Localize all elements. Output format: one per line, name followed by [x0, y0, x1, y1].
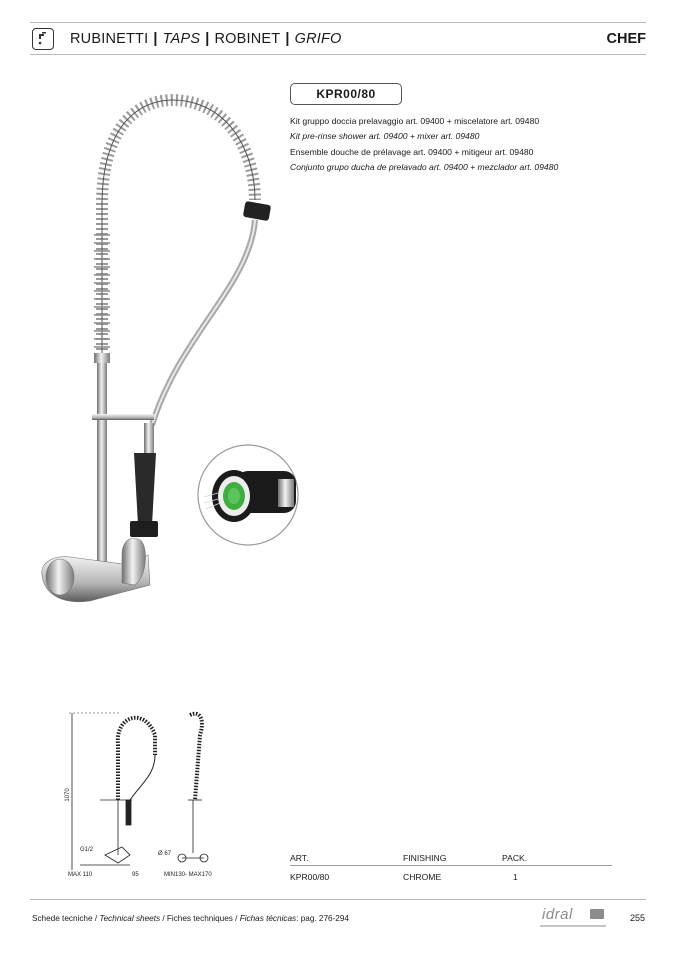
page-number: 255 — [629, 913, 645, 923]
cell-finishing: CHROME — [403, 872, 442, 882]
cell-pack: 1 — [513, 872, 518, 882]
header-finishing: FINISHING — [403, 853, 447, 863]
table-row — [290, 870, 612, 884]
technical-drawing — [60, 705, 230, 885]
product-code-badge: KPR00/80 — [290, 83, 402, 105]
offset-dimension-label: 95 — [132, 872, 139, 878]
description-spanish: Conjunto grupo ducha de prelavado art. 09400 + mezclador art. 09480 — [290, 161, 559, 172]
diameter-dimension-label: Ø 67 — [158, 851, 172, 857]
title-spanish: GRIFO — [294, 31, 342, 47]
table-header-row — [290, 851, 612, 866]
brand-logo: idral — [542, 906, 573, 923]
header-top-rule — [30, 22, 646, 23]
cell-art: KPR00/80 — [290, 872, 330, 882]
title-separator: | — [205, 31, 210, 47]
thread-dimension-label: G1/2 — [80, 847, 94, 853]
header-bottom-rule — [30, 54, 646, 55]
title-separator: | — [285, 31, 290, 47]
title-english: TAPS — [162, 31, 201, 47]
description-english: Kit pre-rinse shower art. 09400 + mixer art. 09480 — [290, 131, 480, 142]
max-dimension-label: MAX 110 — [68, 872, 93, 878]
faucet-icon — [32, 28, 54, 50]
page-category-title — [70, 31, 342, 47]
range-dimension-label: MIN130- MAX170 — [164, 872, 212, 878]
logo-tagline-bar — [540, 925, 606, 927]
header-pack: PACK. — [502, 853, 528, 863]
logo-mark-icon — [590, 909, 604, 919]
title-italian: RUBINETTI — [70, 31, 149, 47]
spray-nozzle-detail — [196, 443, 300, 547]
title-separator: | — [153, 31, 158, 47]
description-italian: Kit gruppo doccia prelavaggio art. 09400 + miscelatore art. 09480 — [290, 116, 540, 126]
height-dimension-label: 1070 — [65, 788, 71, 802]
description-french: Ensemble douche de prélavage art. 09400 + mitigeur art. 09480 — [290, 146, 534, 157]
series-brand: CHEF — [606, 31, 646, 47]
title-french: ROBINET — [214, 31, 281, 47]
product-descriptions — [290, 114, 558, 175]
footer-rule — [30, 899, 646, 900]
product-table — [290, 851, 612, 884]
header-art: ART. — [290, 853, 309, 863]
technical-sheets-reference: Schede tecniche / Technical sheets / Fiches techniques / Fichas técnicas: pag. 276-294 — [32, 914, 349, 923]
